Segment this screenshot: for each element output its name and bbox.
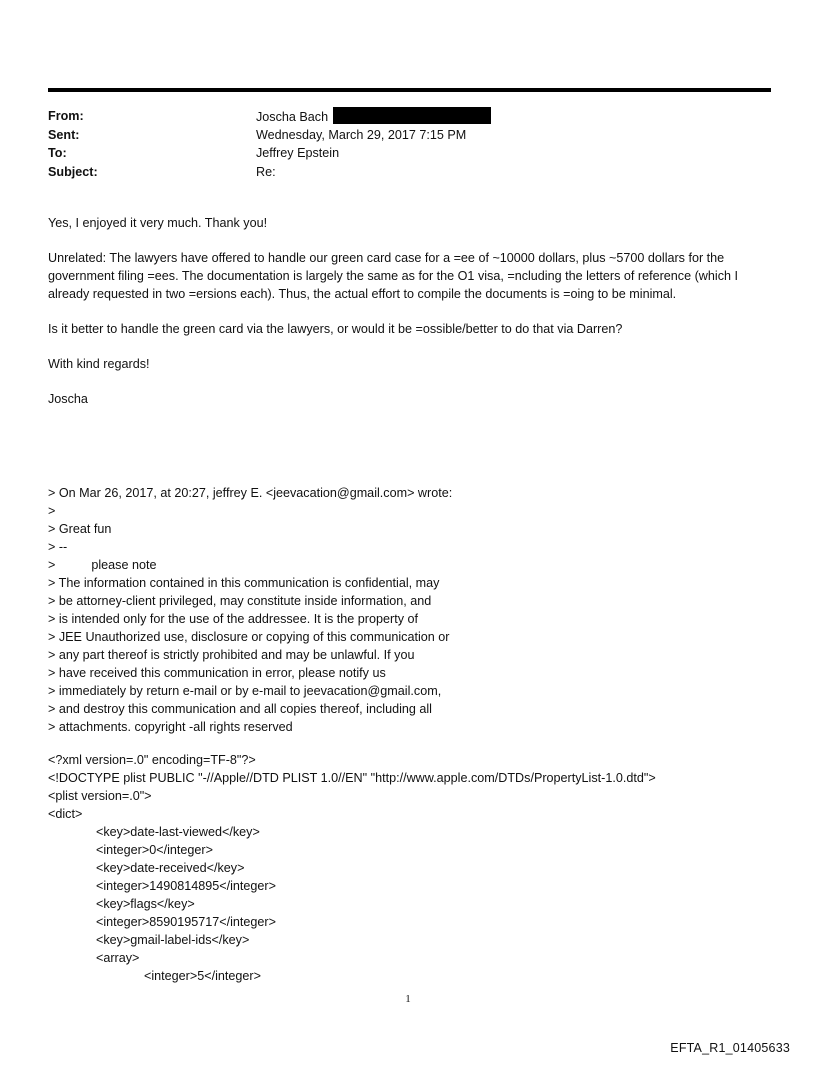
from-value: Joscha Bach bbox=[256, 110, 329, 124]
page-number: 1 bbox=[405, 993, 411, 1005]
subject-label: Subject: bbox=[48, 164, 98, 179]
xml-line: <?xml version=.0" encoding=TF-8"?> bbox=[48, 753, 256, 767]
disclaimer-line: > attachments. copyright -all rights reserved bbox=[48, 720, 293, 734]
from-label: From: bbox=[48, 109, 84, 123]
disclaimer-line: > and destroy this communication and all copies thereof, including all bbox=[48, 702, 432, 716]
disclaimer-line: > be attorney-client privileged, may constitute inside information, and bbox=[48, 594, 432, 608]
xml-line: <key>date-received</key> bbox=[96, 861, 245, 875]
disclaimer-line: > The information contained in this communication is confidential, may bbox=[48, 576, 440, 590]
disclaimer-line: > have received this communication in error, please notify us bbox=[48, 666, 386, 680]
body-signature: Joscha bbox=[48, 392, 88, 406]
body-paragraph: Unrelated: The lawyers have offered to handle our green card case for a =ee of ~10000 dollars, plus ~5700 dollars for the government filing =ees. The documentation is largely the same as for the O1 visa, =ncluding the letters of reference (which I already requested in two =ersions each). Thus, the actual effort to compile the documents is =oing to be minimal. bbox=[48, 251, 742, 301]
quoted-message bbox=[48, 484, 770, 736]
header-rule bbox=[48, 88, 771, 92]
subject-value: Re: bbox=[256, 164, 276, 179]
email-body bbox=[48, 214, 770, 425]
disclaimer-line: > JEE Unauthorized use, disclosure or copying of this communication or bbox=[48, 630, 450, 644]
plist-xml bbox=[48, 751, 770, 985]
quoted-line: > Great fun bbox=[48, 522, 112, 536]
document-id: EFTA_R1_01405633 bbox=[670, 1041, 790, 1055]
to-row bbox=[48, 144, 491, 163]
xml-line: <key>gmail-label-ids</key> bbox=[96, 933, 250, 947]
quoted-line: > -- bbox=[48, 540, 68, 554]
xml-line: <dict> bbox=[48, 807, 83, 821]
xml-line: <integer>0</integer> bbox=[96, 843, 213, 857]
xml-line: <integer>8590195717</integer> bbox=[96, 915, 276, 929]
quoted-line bbox=[48, 556, 770, 574]
xml-line: <plist version=.0"> bbox=[48, 789, 152, 803]
disclaimer-line: > is intended only for the use of the addressee. It is the property of bbox=[48, 612, 418, 626]
sent-value: Wednesday, March 29, 2017 7:15 PM bbox=[256, 127, 467, 142]
body-paragraph: Is it better to handle the green card via the lawyers, or would it be =ossible/better to do that via Darren? bbox=[48, 322, 623, 336]
sent-label: Sent: bbox=[48, 127, 80, 142]
xml-line: <!DOCTYPE plist PUBLIC "-//Apple//DTD PLIST 1.0//EN" "http://www.apple.com/DTDs/PropertyList-1.0.dtd"> bbox=[48, 771, 656, 785]
quoted-line: > On Mar 26, 2017, at 20:27, jeffrey E. <jeevacation@gmail.com> wrote: bbox=[48, 486, 453, 500]
disclaimer-line: > immediately by return e-mail or by e-mail to jeevacation@gmail.com, bbox=[48, 684, 442, 698]
from-row bbox=[48, 107, 491, 126]
subject-row bbox=[48, 163, 491, 182]
to-value: Jeffrey Epstein bbox=[256, 146, 340, 160]
disclaimer-line: > any part thereof is strictly prohibited and may be unlawful. If you bbox=[48, 648, 415, 662]
to-label: To: bbox=[48, 146, 67, 160]
body-paragraph: With kind regards! bbox=[48, 357, 150, 371]
quote-marker: > bbox=[48, 558, 56, 572]
body-paragraph: Yes, I enjoyed it very much. Thank you! bbox=[48, 216, 268, 230]
redaction-block bbox=[333, 107, 491, 124]
xml-line: <array> bbox=[96, 951, 140, 965]
sent-row bbox=[48, 126, 491, 145]
please-note-text: please note bbox=[91, 558, 157, 572]
xml-line: <key>flags</key> bbox=[96, 897, 195, 911]
xml-line: <integer>5</integer> bbox=[144, 969, 261, 983]
xml-line: <integer>1490814895</integer> bbox=[96, 879, 276, 893]
email-header bbox=[48, 107, 491, 181]
quoted-line: > bbox=[48, 504, 56, 518]
xml-line: <key>date-last-viewed</key> bbox=[96, 825, 260, 839]
